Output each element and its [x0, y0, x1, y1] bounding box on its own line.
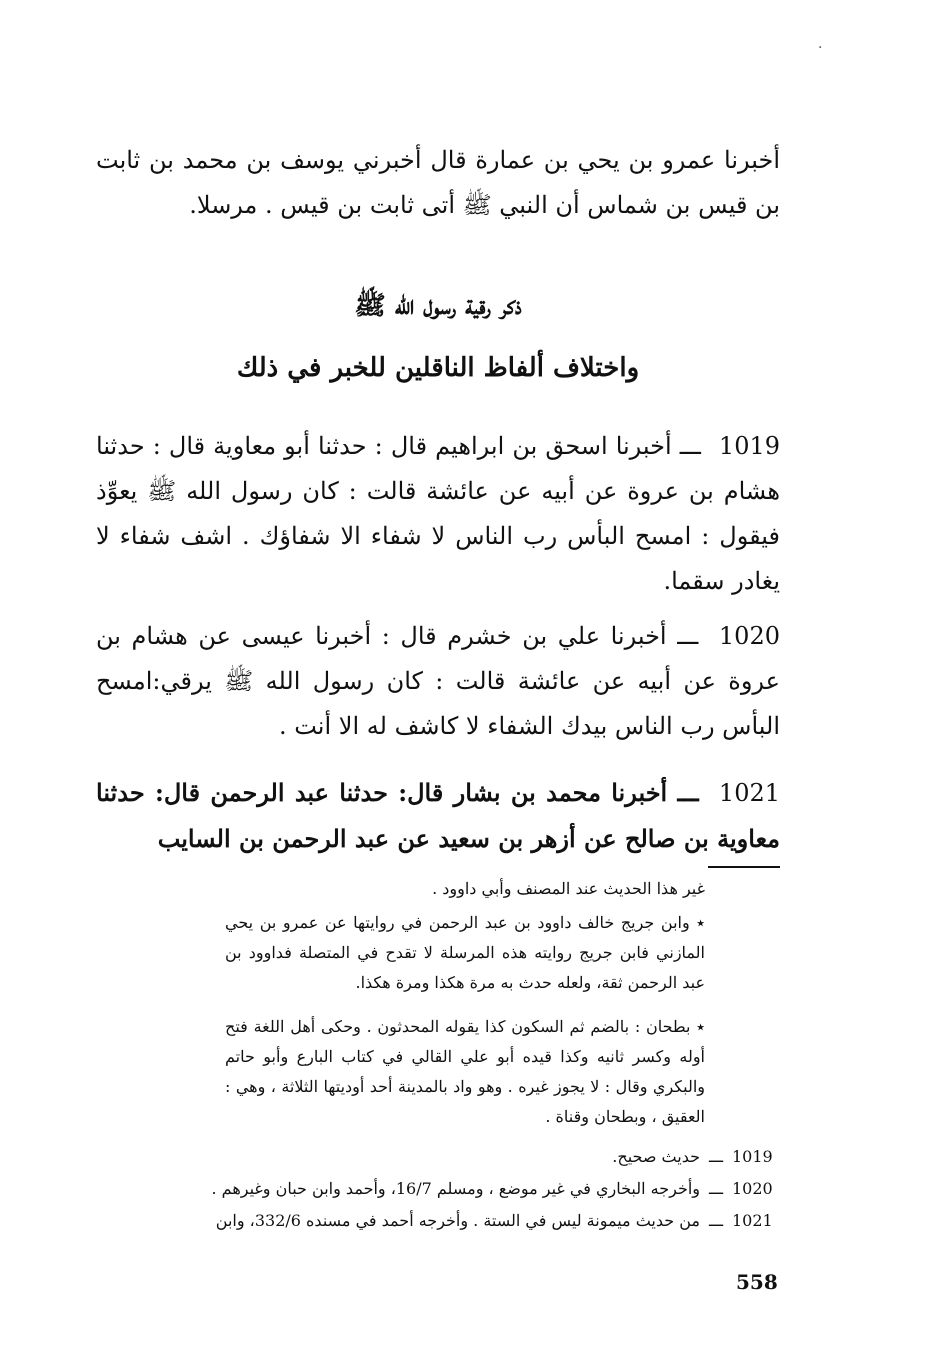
hadith-1019	[96, 424, 780, 604]
takhrij-text: حديث صحيح.	[612, 1147, 700, 1166]
takhrij-number: 1020	[732, 1179, 773, 1198]
hadith-dash: ـــ	[677, 778, 699, 807]
section-heading-line-1-text: ذكر رقية رسول الله ﷺ	[354, 291, 522, 321]
footnote-separator	[708, 866, 780, 868]
opening-paragraph-text: أخبرنا عمرو بن يحي بن عمارة قال أخبرني يوسف بن محمد بن ثابت بن قيس بن شماس أن النبي ﷺ أتى ثابت بن قيس . مرسلا.	[96, 146, 780, 219]
hadith-dash: ـــ	[677, 622, 699, 650]
scan-speck: ·	[818, 40, 823, 56]
takhrij-text: من حديث ميمونة ليس في الستة . وأخرجه أحمد في مسنده 332/6، وابن	[215, 1211, 700, 1230]
takhrij-1020	[96, 1174, 780, 1204]
footnote-continuation-text: غير هذا الحديث عند المصنف وأبي داوود .	[432, 879, 705, 898]
takhrij-dash: ـــ	[708, 1179, 724, 1198]
takhrij-1021	[96, 1206, 780, 1236]
footnote-note-2	[225, 1012, 705, 1132]
hadith-dash: ـــ	[679, 432, 701, 460]
hadith-number: 1020	[718, 622, 780, 650]
takhrij-text: وأخرجه البخاري في غير موضع ، ومسلم 16/7، وأحمد وابن حبان وغيرهم .	[211, 1179, 700, 1198]
opening-paragraph	[96, 138, 780, 228]
section-heading-line-2	[96, 350, 780, 386]
page-number: 558	[736, 1270, 778, 1294]
takhrij-dash: ـــ	[708, 1211, 724, 1230]
footnote-note-1	[225, 908, 705, 998]
section-heading-line-1	[96, 288, 780, 324]
footnote-note-2-text: ٭ بطحان : بالضم ثم السكون كذا يقوله المحدثون . وحكى أهل اللغة فتح أوله وكسر ثانيه وكذا قيده أبو علي القالي في كتاب البارع وأبو حاتم والبكري وقال : لا يجوز غيره . وهو واد بالمدينة أحد أوديتها الثلاثة ، وهي : العقيق ، وبطحان وقناة .	[225, 1017, 705, 1126]
takhrij-number: 1021	[732, 1211, 773, 1230]
takhrij-number: 1019	[732, 1147, 773, 1166]
hadith-1020	[96, 614, 780, 749]
hadith-text: أخبرنا محمد بن بشار قال: حدثنا عبد الرحمن قال: حدثنا معاوية بن صالح عن أزهر بن سعيد عن عبد الرحمن بن السايب	[96, 778, 780, 853]
footnote-continuation	[225, 874, 705, 904]
hadith-text: أخبرنا علي بن خشرم قال : أخبرنا عيسى عن هشام بن عروة عن أبيه عن عائشة قالت : كان رسول الله ﷺ يرقي:امسح البأس رب الناس بيدك الشفاء لا كاشف له الا أنت .	[96, 622, 780, 740]
footnote-note-1-text: ٭ وابن جريج خالف داوود بن عبد الرحمن في روايتها عن عمرو بن يحي المازني فابن جريج روايته هذه المرسلة لا تقدح في المتصلة فداوود بن عبد الرحمن ثقة، ولعله حدث به مرة هكذا ومرة هكذا.	[225, 913, 705, 992]
section-heading-line-2-text: واختلاف ألفاظ الناقلين للخبر في ذلك	[236, 353, 640, 383]
hadith-1021	[96, 770, 780, 861]
takhrij-dash: ـــ	[708, 1147, 724, 1166]
hadith-number: 1019	[718, 432, 780, 460]
hadith-number: 1021	[718, 779, 780, 807]
hadith-text: أخبرنا اسحق بن ابراهيم قال : حدثنا أبو معاوية قال : حدثنا هشام بن عروة عن أبيه عن عائشة قالت : كان رسول الله ﷺ يعوِّذ فيقول : امسح البأس رب الناس لا شفاء الا شفاؤك . اشف شفاء لا يغادر سقما.	[96, 432, 780, 595]
takhrij-1019	[96, 1142, 780, 1172]
